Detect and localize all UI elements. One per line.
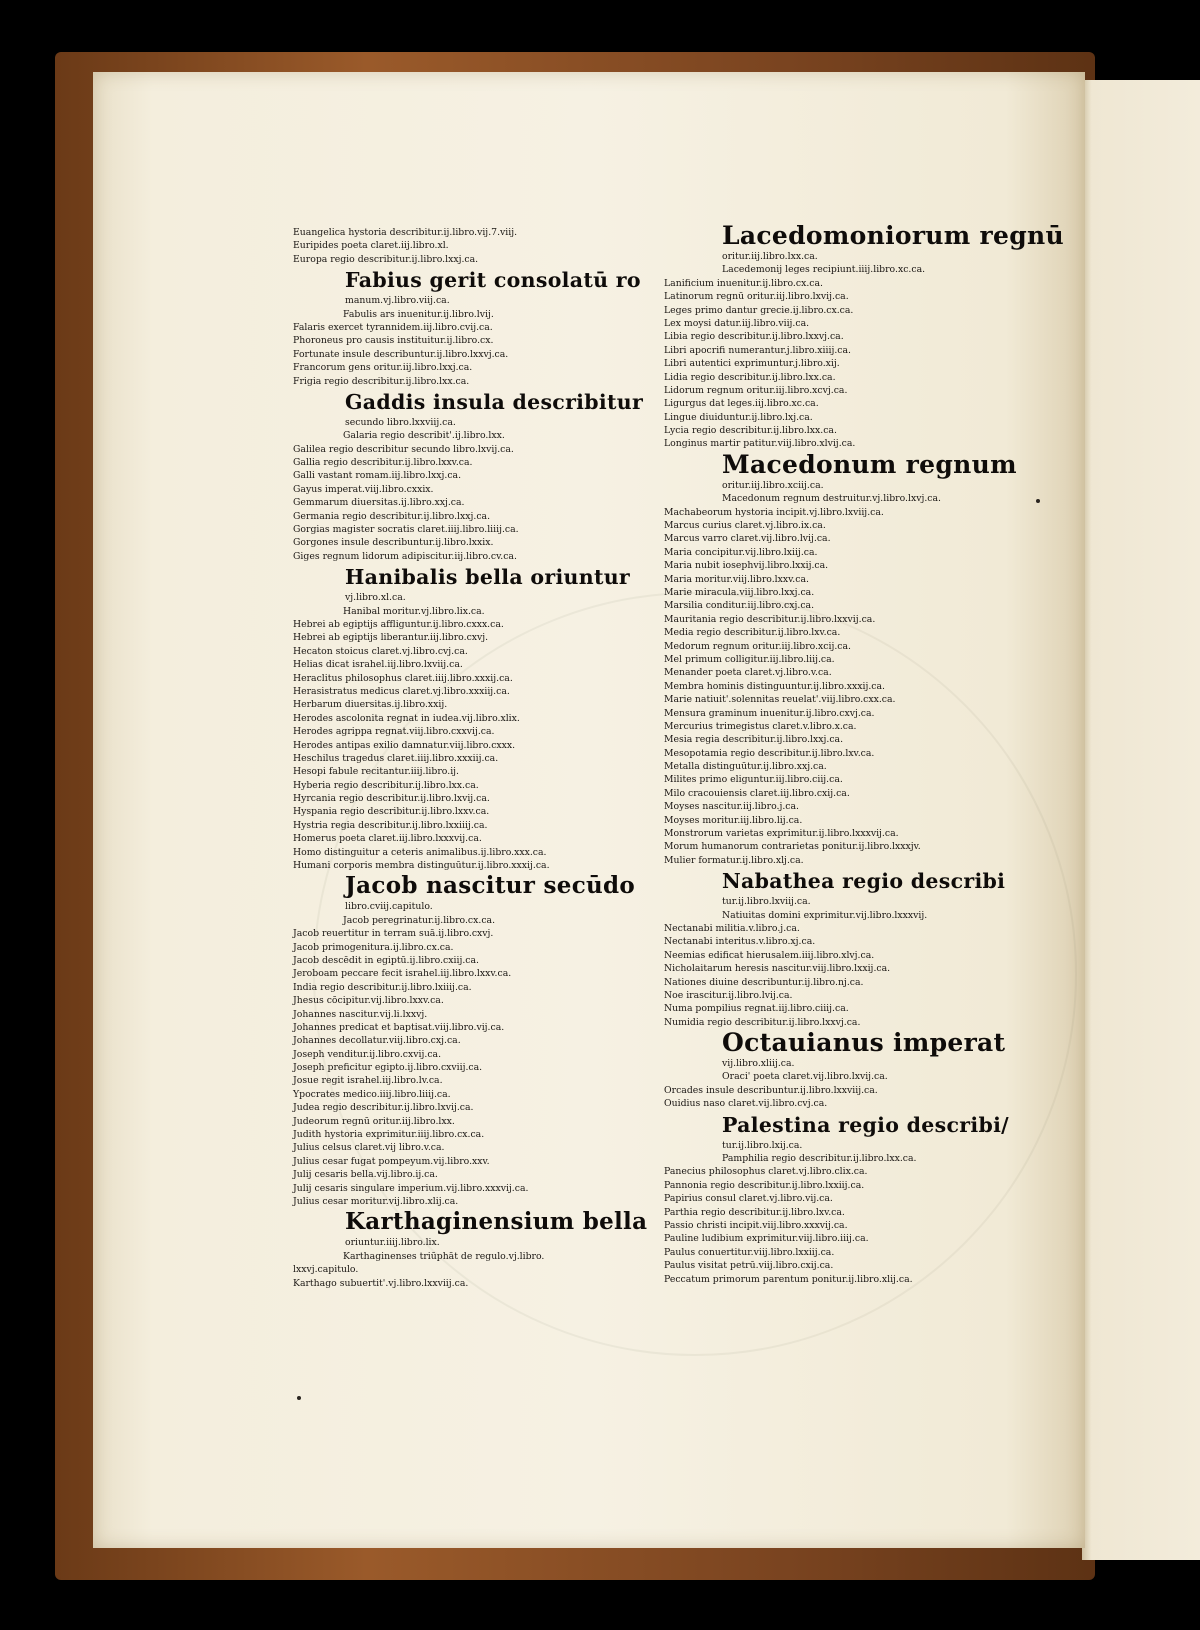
index-entry: Paulus visitat petrū.viij.libro.cxij.ca. [664,1260,834,1272]
index-entry: Passio christi incipit.viij.libro.xxxvij.ca. [664,1220,848,1231]
index-entry: Media regio describitur.ij.libro.lxv.ca. [664,627,841,639]
index-entry: Numidia regio describitur.ij.libro.lxxvj.ca. [664,1016,861,1028]
index-entry: Gorgones insule describuntur.ij.libro.lxxix. [293,537,494,549]
index-entry: Orcades insule describuntur.ij.libro.lxxviij.ca. [664,1084,878,1096]
index-entry: Latinorum regnū oritur.iij.libro.lxvij.ca. [664,291,849,303]
index-entry: Hyspania regio describitur.ij.libro.lxxv.ca. [293,806,490,818]
index-entry: Josue regit israhel.iij.libro.lv.ca. [293,1075,443,1087]
index-entry: Maria nubit iosephvij.libro.lxxij.ca. [664,560,829,572]
index-entry: Julius celsus claret.vij libro.v.ca. [293,1142,445,1154]
index-entry: Ypocrates medico.iiij.libro.liiij.ca. [293,1088,451,1100]
index-entry: Europa regio describitur.ij.libro.lxxj.ca. [293,253,479,265]
index-entry: Moyses moritur.iij.libro.lij.ca. [664,814,803,826]
index-entry: Gallia regio describitur.ij.libro.lxxv.ca. [293,457,473,469]
section-subline: Oraci' poeta claret.vij.libro.lxvij.ca. [722,1071,888,1083]
index-entry: Heraclitus philosophus claret.iiij.libro.xxxij.ca. [293,672,513,684]
section-subline: Jacob peregrinatur.ij.libro.cx.ca. [343,914,496,926]
index-entry: Noe irascitur.ij.libro.lvij.ca. [664,989,793,1001]
index-entry: Johannes predicat et baptisat.viij.libro.vij.ca. [293,1021,505,1033]
index-entry: Herodes antipas exilio damnatur.viij.libro.cxxx. [293,739,516,751]
index-entry: Herbarum diuersitas.ij.libro.xxij. [293,699,448,711]
index-column-left [293,226,648,1290]
index-entry: Moyses nascitur.iij.libro.j.ca. [664,801,800,813]
index-entry: Marsilia conditur.iij.libro.cxj.ca. [664,600,815,612]
index-entry: Jeroboam peccare fecit israhel.iij.libro.lxxv.ca. [293,968,512,980]
section-subline: vj.libro.xl.ca. [345,592,406,604]
index-entry: Jacob reuertitur in terram suā.ij.libro.cxvj. [293,928,494,940]
index-entry: Marcus varro claret.vij.libro.lvij.ca. [664,533,831,545]
index-entry: Lanificium inuenitur.ij.libro.cx.ca. [664,277,823,289]
index-entry: Hebrei ab egiptijs affliguntur.ij.libro.cxxx.ca. [293,618,504,630]
index-entry: Herodes ascolonita regnat in iudea.vij.libro.xlix. [293,712,520,724]
index-entry: Ouidius naso claret.vij.libro.cvj.ca. [664,1098,828,1110]
index-entry: Homo distinguitur a ceteris animalibus.ij.libro.xxx.ca. [293,846,547,858]
index-entry: Nectanabi militia.v.libro.j.ca. [664,922,800,934]
index-entry: lxxvj.capitulo. [293,1264,359,1276]
index-entry: Peccatum primorum parentum ponitur.ij.libro.xlij.ca. [664,1273,913,1285]
index-entry: Giges regnum lidorum adipiscitur.iij.libro.cv.ca. [293,550,517,562]
index-entry: Mercurius trimegistus claret.v.libro.x.ca. [664,720,857,732]
index-entry: Mel primum colligitur.iij.libro.liij.ca. [664,653,835,665]
section-subline: libro.cviij.capitulo. [345,901,433,913]
index-entry: Nationes diuine describuntur.ij.libro.nj.ca. [664,976,864,988]
index-entry: Paulus conuertitur.viij.libro.lxxiij.ca. [664,1246,835,1258]
index-entry: Humani corporis membra distinguūtur.ij.libro.xxxij.ca. [293,860,550,872]
section-subline: Natiuitas domini exprimitur.vij.libro.lxxxvij. [722,909,928,921]
index-entry: Johannes nascitur.vij.li.lxxvj. [293,1008,428,1020]
section-subline: Macedonum regnum destruitur.vj.libro.lxvj.ca. [722,493,942,505]
index-entry: Germania regio describitur.ij.libro.lxxj.ca. [293,510,491,522]
index-entry: Julius cesar moritur.vij.libro.xlij.ca. [293,1196,459,1207]
section-subline: Fabulis ars inuenitur.ij.libro.lvij. [343,308,494,320]
index-entry: Francorum gens oritur.iij.libro.lxxj.ca. [293,362,473,374]
section-heading: Nabathea regio describi [722,869,1006,894]
index-entry: Julij cesaris singulare imperium.vij.libro.xxxvij.ca. [293,1182,529,1194]
index-entry: Mesia regia describitur.ij.libro.lxxj.ca. [664,734,844,746]
index-entry: Pauline ludibium exprimitur.viij.libro.iiij.ca. [664,1233,869,1245]
section-heading: Palestina regio describi/ [722,1112,1009,1137]
index-entry: Lidorum regnum oritur.iij.libro.xcvj.ca. [664,384,848,396]
page-speck [1036,499,1040,503]
index-entry: Herodes agrippa regnat.viij.libro.cxxvij.ca. [293,726,495,738]
index-entry: Libia regio describitur.ij.libro.lxxvj.ca. [664,331,844,343]
index-entry: Milites primo eliguntur.iij.libro.ciij.ca. [664,774,843,786]
section-heading: Macedonum regnum [722,449,1017,479]
index-entry: Hecaton stoicus claret.vj.libro.cvj.ca. [293,645,468,657]
index-entry: Euangelica hystoria describitur.ij.libro.vij.7.viij. [293,227,518,238]
index-entry: Longinus martir patitur.viij.libro.xlvij.ca. [664,438,856,450]
index-entry: Heschilus tragedus claret.iiij.libro.xxxiij.ca. [293,752,499,764]
section-subline: vij.libro.xliij.ca. [722,1058,795,1070]
index-entry: Gemmarum diuersitas.ij.libro.xxj.ca. [293,497,465,509]
index-entry: Hebrei ab egiptijs liberantur.iij.libro.cxvj. [293,632,489,644]
section-subline: oritur.iij.libro.lxx.ca. [722,251,818,262]
index-entry: Medorum regnum oritur.iij.libro.xcij.ca. [664,640,852,652]
index-entry: Membra hominis distinguuntur.ij.libro.xxxij.ca. [664,680,885,692]
index-entry: Johannes decollatur.viij.libro.cxj.ca. [293,1035,461,1047]
index-entry: Nectanabi interitus.v.libro.xj.ca. [664,936,816,948]
index-entry: Mesopotamia regio describitur.ij.libro.lxv.ca. [664,747,875,759]
index-entry: Judith hystoria exprimitur.iiij.libro.cx.ca. [293,1129,485,1141]
index-entry: Hystria regia describitur.ij.libro.lxxiiij.ca. [293,819,488,831]
index-entry: Panecius philosophus claret.vj.libro.clix.ca. [664,1166,868,1178]
index-entry: Mensura graminum inuenitur.ij.libro.cxvj.ca. [664,707,875,719]
section-subline: manum.vj.libro.viij.ca. [345,295,450,307]
index-entry: Numa pompilius regnat.iij.libro.ciiij.ca. [664,1003,849,1015]
index-entry: Ligurgus dat leges.iij.libro.xc.ca. [664,398,819,410]
index-entry: Helias dicat israhel.iij.libro.lxviij.ca. [293,659,463,671]
index-entry: Pannonia regio describitur.ij.libro.lxxiij.ca. [664,1179,865,1191]
section-subline: tur.ij.libro.lxviij.ca. [722,896,811,908]
index-entry: Lex moysi datur.iij.libro.viij.ca. [664,317,810,329]
index-entry: Marcus curius claret.vj.libro.ix.ca. [664,520,826,532]
index-entry: Hesopi fabule recitantur.iiij.libro.ij. [293,766,460,778]
index-entry: Metalla distinguūtur.ij.libro.xxj.ca. [664,761,827,773]
index-entry: Joseph preficitur egipto.ij.libro.cxviij.ca. [293,1062,483,1074]
section-heading: Fabius gerit consolatū ro [345,268,641,293]
index-entry: Julius cesar fugat pompeyum.vij.libro.xxv. [293,1155,490,1167]
section-heading: Karthaginensium bella [345,1208,648,1236]
index-entry: Maria moritur.viij.libro.lxxv.ca. [664,573,809,585]
index-entry: Jacob descēdit in egiptū.ij.libro.cxiij.ca. [293,954,479,966]
index-entry: Fortunate insule describuntur.ij.libro.lxxvj.ca. [293,348,509,360]
index-entry: Maria concipitur.vij.libro.lxiij.ca. [664,546,818,558]
section-heading: Hanibalis bella oriuntur [345,565,631,590]
index-entry: Falaris exercet tyrannidem.iij.libro.cvij.ca. [293,321,493,333]
section-subline: secundo libro.lxxviij.ca. [345,416,456,428]
index-entry: Judeorum regnū oritur.iij.libro.lxx. [293,1115,455,1127]
index-entry: Lidia regio describitur.ij.libro.lxx.ca. [664,371,836,383]
section-subline: Pamphilia regio describitur.ij.libro.lxx.ca. [722,1153,917,1165]
section-heading: Lacedomoniorum regnū [722,221,1064,250]
index-entry: Frigia regio describitur.ij.libro.lxx.ca. [293,375,470,387]
index-entry: Marie miracula.viij.libro.lxxj.ca. [664,586,815,598]
index-entry: Galli vastant romam.iij.libro.lxxj.ca. [293,470,462,482]
index-entry: Libri apocrifi numerantur.j.libro.xiiij.ca. [664,344,851,356]
section-heading: Jacob nascitur secūdo [345,872,636,900]
index-entry: Galilea regio describitur secundo libro.lxvij.ca. [293,443,514,455]
index-entry: Lingue diuiduntur.ij.libro.lxj.ca. [664,411,813,423]
index-entry: Mauritania regio describitur.ij.libro.lxxvij.ca. [664,613,876,625]
index-entry: Herasistratus medicus claret.vj.libro.xxxiij.ca. [293,685,510,697]
index-entry: Morum humanorum contrarietas ponitur.ij.libro.lxxxjv. [664,841,921,853]
index-entry: Papirius consul claret.vj.libro.vij.ca. [664,1193,833,1205]
index-entry: Judea regio describitur.ij.libro.lxvij.ca. [293,1102,474,1114]
section-heading: Gaddis insula describitur [345,389,644,414]
section-subline: tur.ij.libro.lxij.ca. [722,1139,803,1151]
index-entry: Joseph venditur.ij.libro.cxvij.ca. [293,1048,442,1060]
index-entry: Jhesus cōcipitur.vij.libro.lxxv.ca. [293,995,444,1007]
index-entry: Euripides poeta claret.iij.libro.xl. [293,240,449,252]
index-entry: Parthia regio describitur.ij.libro.lxv.ca. [664,1206,845,1218]
index-entry: Libri autentici exprimuntur.j.libro.xij. [664,358,840,370]
index-entry: Monstrorum varietas exprimitur.ij.libro.lxxxvij.ca. [664,828,899,840]
index-entry: Hyberia regio describitur.ij.libro.lxx.ca. [293,779,479,791]
section-subline: oriuntur.iiij.libro.lix. [345,1237,440,1249]
index-entry: Jacob primogenitura.ij.libro.cx.ca. [293,941,454,953]
facing-page-edge [1082,80,1200,1560]
index-entry: Karthago subuertit'.vj.libro.lxxviij.ca. [293,1277,469,1289]
index-entry: Homerus poeta claret.iij.libro.lxxxvij.ca. [293,833,482,845]
index-entry: Marie natiuit'.solennitas reuelat'.viij.libro.cxx.ca. [664,694,896,706]
index-entry: Hyrcania regio describitur.ij.libro.lxvij.ca. [293,793,490,805]
index-entry: Nicholaitarum heresis nascitur.viij.libro.lxxij.ca. [664,963,891,975]
index-entry: Leges primo dantur grecie.ij.libro.cx.ca. [664,304,854,316]
index-entry: Neemias edificat hierusalem.iiij.libro.xlvj.ca. [664,949,875,961]
index-entry: India regio describitur.ij.libro.lxiiij.ca. [293,981,472,993]
section-subline: Galaria regio describit'.ij.libro.lxx. [343,430,505,442]
section-subline: Lacedemonij leges recipiunt.iiij.libro.xc.ca. [722,264,926,276]
section-subline: Hanibal moritur.vj.libro.lix.ca. [343,605,485,617]
page-speck [297,1396,301,1400]
index-entry: Milo cracouiensis claret.iij.libro.cxij.ca. [664,787,850,799]
index-entry: Machabeorum hystoria incipit.vj.libro.lxviij.ca. [664,506,884,518]
index-entry: Gorgias magister socratis claret.iiij.libro.liiij.ca. [293,524,519,536]
section-heading: Octauianus imperat [722,1028,1006,1058]
index-entry: Lycia regio describitur.ij.libro.lxx.ca. [664,425,837,437]
index-entry: Menander poeta claret.vj.libro.v.ca. [664,667,832,679]
section-subline: oritur.iij.libro.xciij.ca. [722,479,824,491]
index-entry: Julij cesaris bella.vij.libro.ij.ca. [293,1169,438,1181]
index-column-right [664,221,1064,1286]
index-entry: Gayus imperat.viij.libro.cxxix. [293,483,434,495]
section-subline: Karthaginenses triūphāt de regulo.vj.libro. [343,1250,545,1262]
index-entry: Phoroneus pro causis instituitur.ij.libro.cx. [293,335,494,347]
index-entry: Mulier formatur.ij.libro.xlj.ca. [664,854,804,866]
